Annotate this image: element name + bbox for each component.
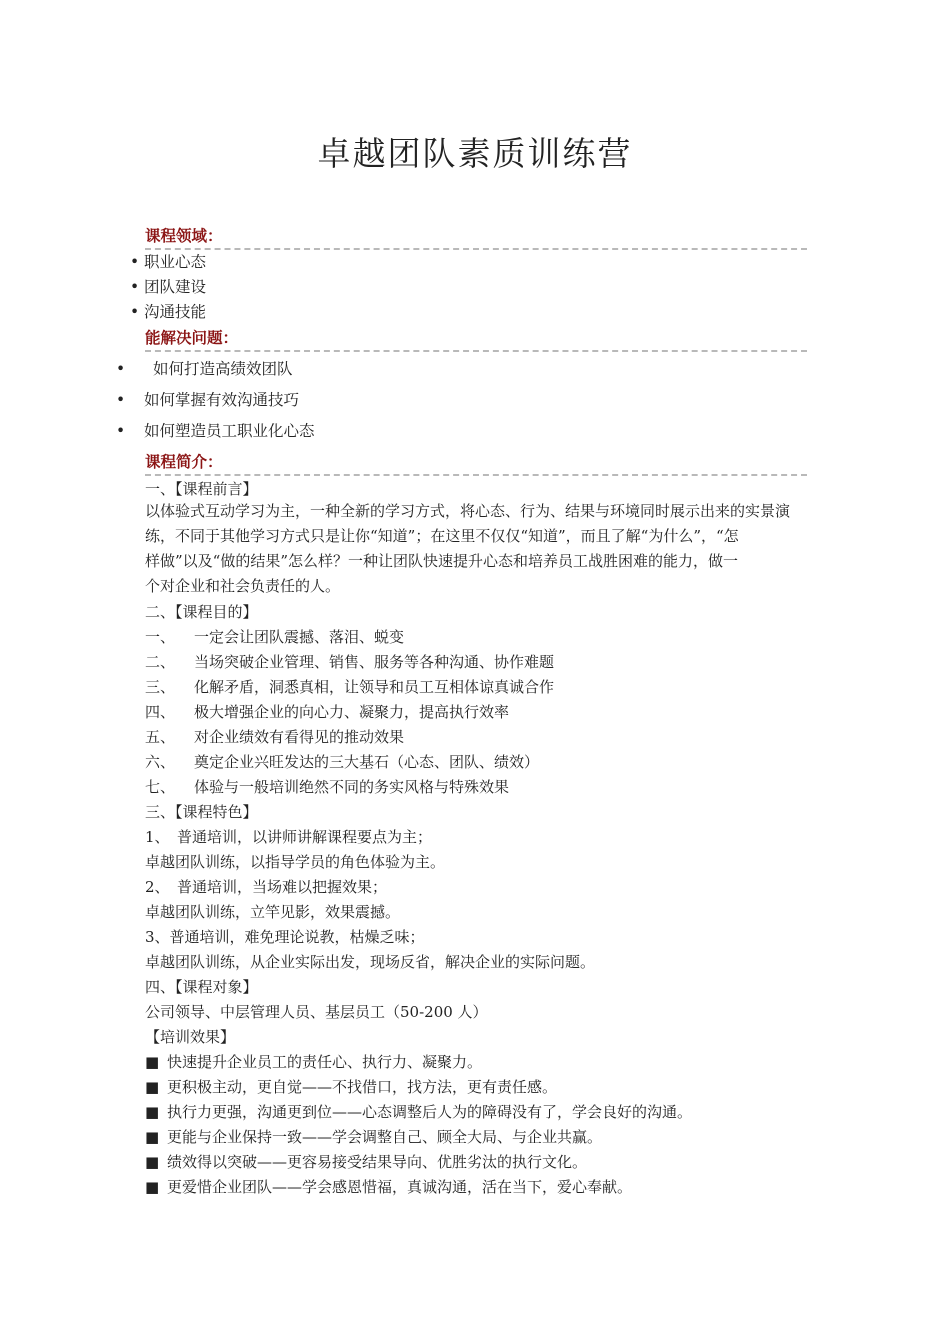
paragraph-line: 卓越团队训练，立竿见影，效果震撼。 xyxy=(145,903,401,921)
subsection-heading: 四、【课程对象】 xyxy=(145,978,258,996)
list-item: ■ 快速提升企业员工的责任心、执行力、凝聚力。 xyxy=(145,1053,483,1071)
paragraph-line: 2、 普通培训，当场难以把握效果； xyxy=(145,878,388,896)
section-heading-intro xyxy=(145,452,807,476)
square-bullet-icon: ■ xyxy=(145,1078,160,1096)
paragraph-line: 卓越团队训练，从企业实际出发，现场反省，解决企业的实际问题。 xyxy=(145,953,596,971)
list-item: • 团队建设 xyxy=(130,278,207,296)
bullet-icon: • xyxy=(130,303,140,321)
square-bullet-icon: ■ xyxy=(145,1103,160,1121)
bullet-icon: • xyxy=(116,391,126,409)
list-item: • 职业心态 xyxy=(130,253,207,271)
list-item: ■ 更能与企业保持一致——学会调整自己、顾全大局、与企业共赢。 xyxy=(145,1128,603,1146)
square-bullet-icon: ■ xyxy=(145,1153,160,1171)
list-item: 七、 体验与一般培训绝然不同的务实风格与特殊效果 xyxy=(145,778,510,796)
list-item: ■ 更积极主动，更自觉——不找借口，找方法，更有责任感。 xyxy=(145,1078,558,1096)
paragraph-line: 以体验式互动学习为主，一种全新的学习方式，将心态、行为、结果与环境同时展示出来的实景演 xyxy=(145,502,791,520)
list-item: 五、 对企业绩效有看得见的推动效果 xyxy=(145,728,405,746)
bullet-icon: • xyxy=(130,278,140,296)
bullet-icon: • xyxy=(116,360,126,378)
list-item: 三、 化解矛盾，洞悉真相，让领导和员工互相体谅真诚合作 xyxy=(145,678,555,696)
paragraph-line: 样做”以及“做的结果”怎么样？一种让团队快速提升心态和培养员工战胜困难的能力，做一 xyxy=(145,552,739,570)
paragraph-line: 卓越团队训练，以指导学员的角色体验为主。 xyxy=(145,853,446,871)
bullet-icon: • xyxy=(116,422,126,440)
square-bullet-icon: ■ xyxy=(145,1053,160,1071)
list-item: ■ 更爱惜企业团队——学会感恩惜福，真诚沟通，活在当下，爱心奉献。 xyxy=(145,1178,633,1196)
section-heading-label: 课程领域： xyxy=(145,226,223,245)
list-item: 一、 一定会让团队震撼、落泪、蜕变 xyxy=(145,628,405,646)
section-heading-label: 能解决问题： xyxy=(145,328,239,347)
paragraph-line: 公司领导、中层管理人员、基层员工（50-200 人） xyxy=(145,1003,488,1021)
subsection-heading: 二、【课程目的】 xyxy=(145,603,258,621)
subsection-heading: 一、【课程前言】 xyxy=(145,480,258,498)
square-bullet-icon: ■ xyxy=(145,1128,160,1146)
list-item: ■ 执行力更强，沟通更到位——心态调整后人为的障碍没有了，学会良好的沟通。 xyxy=(145,1103,693,1121)
section-heading-label: 课程简介： xyxy=(145,452,223,471)
subsection-heading: 三、【课程特色】 xyxy=(145,803,258,821)
list-item: 四、 极大增强企业的向心力、凝聚力，提高执行效率 xyxy=(145,703,510,721)
section-heading-domain xyxy=(145,226,807,250)
paragraph-line: 3、普通培训，难免理论说教，枯燥乏味； xyxy=(145,928,425,946)
list-item: 六、 奠定企业兴旺发达的三大基石（心态、团队、绩效） xyxy=(145,753,540,771)
document-page: 卓越团队素质训练营 课程领域： • 职业心态 • 团队建设 • 沟通技能 能解决问题： • 如何打造高绩效团队 • 如何掌握有效沟通技巧 • 如何塑造员工职业化心态 课程简介： 一、【课程前言】 以体验式互动学习为主，一种全新的学习方式，将心态、行为、结果与环境同时展示出来的实景演 练，不同于其他学习方式只是让你“知道”；在这里不仅仅“知道”，而且了解“为什么”，“怎 样做”以及“做的结果”怎么样？一种让团队快速提升心态和培养员工战胜困难的能力，做一 个对企业和社会负责任的人。 二、【课程目的】 一、 一定会让团队震撼、落泪、蜕变 二、 当场突破企业管理、销售、服务等各种沟通、协作难题 三、 化解矛盾，洞悉真相，让领导和员工互相体谅真诚合作 四、 极大增强企业的向心力、凝聚力，提高执行效率 五、 对企业绩效有看得见的推动效果 六、 奠定企业兴旺发达的三大基石（心态、团队、绩效） 七、 体验与一般培训绝然不同的务实风格与特殊效果 三、【课程特色】 1、 普通培训，以讲师讲解课程要点为主； 卓越团队训练，以指导学员的角色体验为主。 2、 普通培训，当场难以把握效果； 卓越团队训练，立竿见影，效果震撼。 3、普通培训，难免理论说教，枯燥乏味； 卓越团队训练，从企业实际出发，现场反省，解决企业的实际问题。 四、【课程对象】 公司领导、中层管理人员、基层员工（50-200 人） 【培训效果】 ■ 快速提升企业员工的责任心、执行力、凝聚力。 ■ 更积极主动，更自觉——不找借口，找方法，更有责任感。 ■ 执行力更强，沟通更到位——心态调整后人为的障碍没有了，学会良好的沟通。 ■ 更能与企业保持一致——学会调整自己、顾全大局、与企业共赢。 ■ 绩效得以突破——更容易接受结果导向、优胜劣汰的执行文化。 ■ 更爱惜企业团队——学会感恩惜福，真诚沟通，活在当下，爱心奉献。 xyxy=(0,0,950,1344)
section-heading-problems xyxy=(145,328,807,352)
paragraph-line: 练，不同于其他学习方式只是让你“知道”；在这里不仅仅“知道”，而且了解“为什么”，“怎 xyxy=(145,527,739,545)
list-item: 二、 当场突破企业管理、销售、服务等各种沟通、协作难题 xyxy=(145,653,555,671)
list-item: ■ 绩效得以突破——更容易接受结果导向、优胜劣汰的执行文化。 xyxy=(145,1153,588,1171)
square-bullet-icon: ■ xyxy=(145,1178,160,1196)
page-title: 卓越团队素质训练营 xyxy=(317,134,633,173)
subsection-heading: 【培训效果】 xyxy=(145,1028,236,1046)
bullet-icon: • xyxy=(130,253,140,271)
paragraph-line: 个对企业和社会负责任的人。 xyxy=(145,577,341,595)
paragraph-line: 1、 普通培训，以讲师讲解课程要点为主； xyxy=(145,828,433,846)
list-item: • 沟通技能 xyxy=(130,303,207,321)
